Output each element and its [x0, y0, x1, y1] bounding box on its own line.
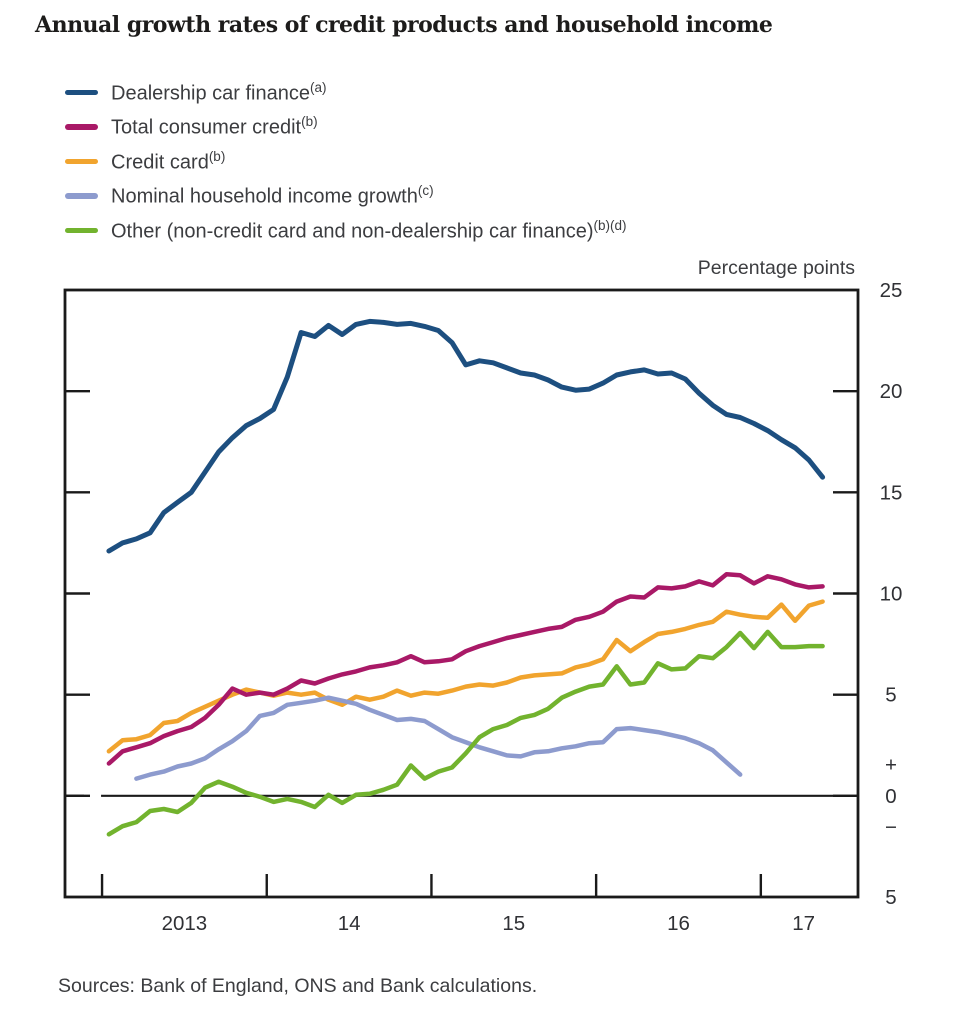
x-axis-label: 2013: [161, 912, 208, 935]
y-axis-label: 5: [885, 683, 897, 707]
legend-footnote: (b)(d): [593, 217, 627, 233]
series-line-credit-card: [109, 602, 823, 752]
y-axis-label: +: [885, 753, 897, 777]
y-axis-label: −: [885, 816, 897, 840]
chart-title: Annual growth rates of credit products and household income: [35, 12, 773, 38]
series-line-dealership-car-finance: [109, 321, 823, 551]
x-axis-label: 16: [667, 912, 690, 935]
series-line-nominal-household-income-growth: [136, 698, 740, 779]
legend-label: Total consumer credit: [111, 117, 302, 140]
legend-footnote: (b): [208, 148, 226, 164]
x-axis-label: 14: [337, 912, 361, 935]
y-axis-label: 15: [879, 481, 903, 505]
y-axis-label: 20: [879, 380, 903, 404]
legend-label: Other (non-credit card and non-dealership car finance): [111, 220, 594, 243]
series-line-other-credit: [109, 632, 823, 834]
sources-note: Sources: Bank of England, ONS and Bank calculations.: [58, 975, 538, 997]
y-axis-label: 10: [879, 582, 903, 606]
legend-footnote: (b): [301, 114, 318, 130]
x-axis-label: 17: [792, 912, 816, 935]
legend-label: Credit card: [111, 151, 209, 174]
axis-unit-label: Percentage points: [697, 257, 855, 279]
x-axis-label: 15: [502, 912, 526, 935]
y-axis-label: 0: [885, 784, 897, 808]
legend-label: Dealership car finance: [111, 82, 310, 105]
y-axis-label: 5: [885, 886, 897, 909]
y-axis-label: 25: [879, 279, 903, 302]
series-line-total-consumer-credit: [109, 574, 823, 763]
legend-footnote: (c): [417, 183, 434, 199]
legend-label: Nominal household income growth: [111, 186, 418, 209]
legend-footnote: (a): [310, 79, 327, 95]
